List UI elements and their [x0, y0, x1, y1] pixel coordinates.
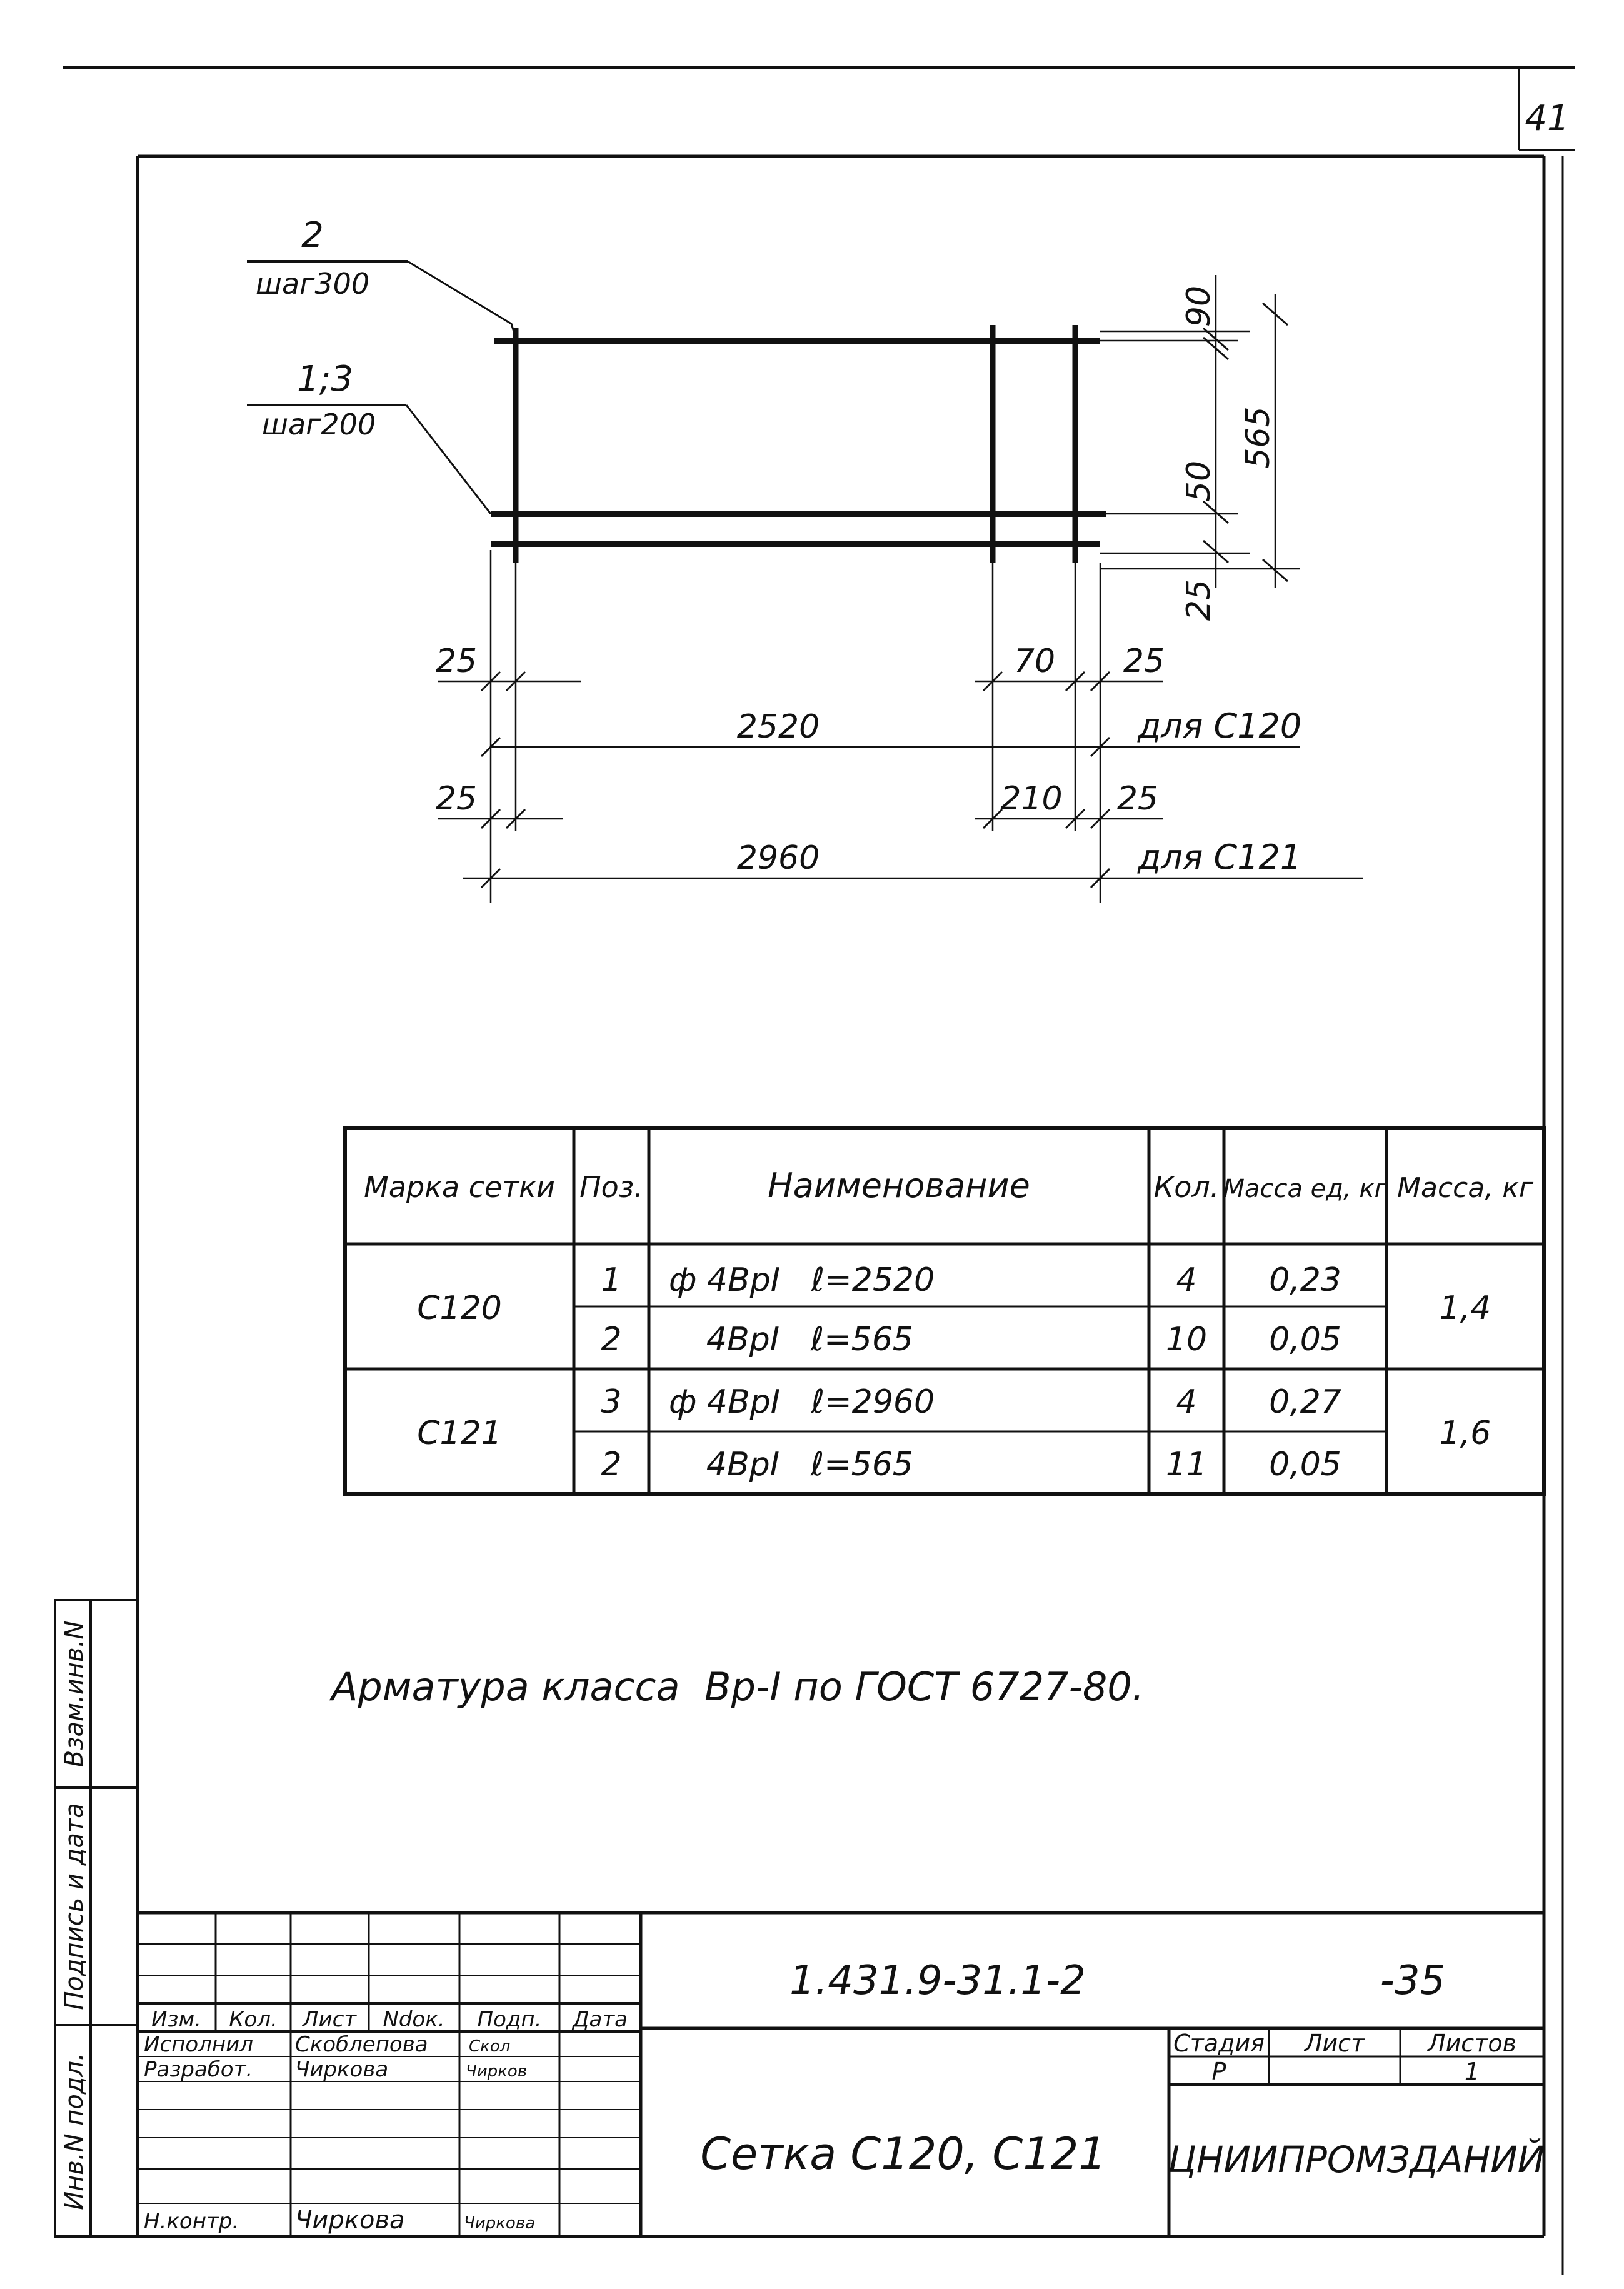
c120-length: 2520: [736, 708, 820, 746]
g1r1-qty: 4: [1176, 1261, 1197, 1299]
group2-mass: 1,6: [1439, 1415, 1491, 1452]
dim-565: 565: [1240, 406, 1277, 469]
dim-50: 50: [1180, 460, 1218, 503]
sign-executed: Скол: [469, 2037, 511, 2056]
g2r1-name: ф 4ВрI ℓ=2960: [669, 1383, 935, 1421]
g1r1-pos: 1: [601, 1261, 622, 1299]
callout-bottom-number: 1;3: [296, 359, 354, 399]
side-stamp: [55, 1600, 138, 2236]
col-header-docno: Ndок.: [383, 2007, 445, 2032]
header-pos: Поз.: [579, 1170, 643, 1204]
callout-top-step: шаг300: [255, 267, 370, 301]
header-qty: Кол.: [1153, 1170, 1220, 1204]
dim-90: 90: [1180, 285, 1218, 328]
group2-mark: С121: [417, 1415, 502, 1452]
col-header-date: Дата: [572, 2007, 628, 2032]
col-header-qty: Кол.: [229, 2007, 278, 2032]
organization: ЦНИИПРОМЗДАНИЙ: [1168, 2138, 1545, 2181]
g2r2-name: 4ВрI ℓ=565: [706, 1446, 913, 1483]
side-stamp-inv-orig: Инв.N подл.: [60, 2053, 89, 2210]
stage-value: Р: [1211, 2058, 1226, 2085]
sheet-header: Лист: [1304, 2030, 1365, 2057]
g1r1-unit-mass: 0,23: [1269, 1261, 1341, 1299]
header-name: Наименование: [768, 1166, 1030, 1205]
g2r1-qty: 4: [1176, 1383, 1197, 1421]
dim-25-vertical: 25: [1180, 579, 1218, 621]
role-norm-control: Н.контр.: [144, 2209, 239, 2234]
sheet-code: -35: [1380, 1958, 1446, 2004]
g2r1-unit-mass: 0,27: [1269, 1383, 1341, 1421]
g2r1-pos: 3: [601, 1383, 622, 1421]
c120-label: для С120: [1138, 706, 1302, 746]
header-mark: Марка сетки: [364, 1170, 555, 1204]
sheet-number: 41: [1525, 98, 1570, 139]
stage-header: Стадия: [1173, 2030, 1265, 2057]
doc-code: 1.431.9-31.1-2: [789, 1958, 1086, 2004]
col-header-sheet: Лист: [302, 2007, 357, 2032]
sheets-header: Листов: [1428, 2030, 1516, 2057]
spec-table: [345, 1128, 1544, 1494]
g1r2-name: 4ВрI ℓ=565: [706, 1321, 913, 1358]
g2r2-pos: 2: [601, 1446, 622, 1483]
c121-length: 2960: [736, 839, 820, 877]
g2r2-unit-mass: 0,05: [1269, 1446, 1341, 1483]
name-developed: Чиркова: [295, 2057, 389, 2082]
header-mass: Масса, кг: [1397, 1172, 1533, 1204]
role-developed: Разработ.: [144, 2057, 253, 2082]
g1r2-pos: 2: [601, 1321, 622, 1358]
c121-label: для С121: [1138, 838, 1302, 877]
group1-mass: 1,4: [1439, 1290, 1491, 1327]
g1r2-unit-mass: 0,05: [1269, 1321, 1341, 1358]
name-executed: Скоблепова: [295, 2032, 428, 2057]
role-executed: Исполнил: [144, 2032, 253, 2057]
g2r2-qty: 11: [1165, 1446, 1208, 1483]
name-norm-control: Чиркова: [295, 2206, 405, 2235]
c121-left-dim: 25: [435, 780, 478, 818]
col-header-signature: Подп.: [477, 2007, 542, 2032]
reinforcement-note: Арматура класса Вр-I по ГОСТ 6727-80.: [331, 1664, 1145, 1710]
g1r1-name: ф 4ВрI ℓ=2520: [669, 1261, 935, 1299]
col-header-change: Изм.: [151, 2007, 201, 2032]
c120-mid-dim: 70: [1013, 643, 1056, 680]
side-stamp-replaced-inv: Взам.инв.N: [60, 1620, 89, 1768]
c120-left-dim: 25: [435, 643, 478, 680]
callout-bottom-step: шаг200: [261, 408, 376, 441]
callout-top-number: 2: [301, 215, 324, 256]
group1-mark: С120: [417, 1290, 502, 1327]
c121-mid-dim: 210: [1000, 780, 1063, 818]
header-unit-mass: Масса ед, кг: [1223, 1175, 1388, 1203]
c121-right-dim: 25: [1116, 780, 1159, 818]
sign-developed: Чирков: [466, 2062, 528, 2081]
title-block: [138, 1913, 1545, 2236]
sheets-value: 1: [1464, 2058, 1480, 2085]
c120-right-dim: 25: [1123, 643, 1165, 680]
g1r2-qty: 10: [1165, 1321, 1208, 1358]
sign-norm-control: Чиркова: [464, 2214, 536, 2233]
side-stamp-signature-date: Подпись и дата: [60, 1803, 89, 2010]
drawing-title: Сетка С120, С121: [700, 2128, 1106, 2180]
